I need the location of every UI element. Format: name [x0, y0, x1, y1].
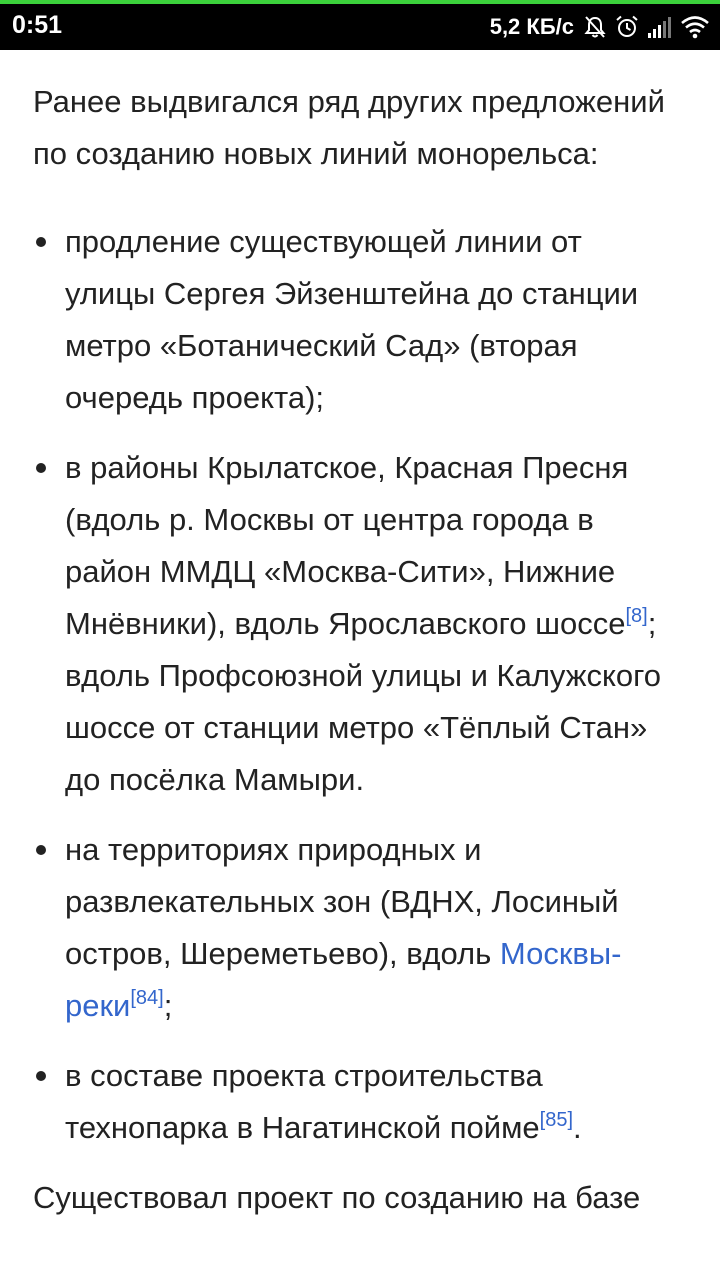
signal-icon [646, 15, 674, 39]
list-item [33, 1050, 673, 1154]
bullet-icon [36, 237, 46, 247]
reference-link[interactable]: [85] [539, 1109, 574, 1131]
outro-paragraph: Существовал проект по созданию на базе [33, 1180, 641, 1215]
reference-8[interactable] [625, 605, 647, 627]
list-item-text: на территориях природных и развлекательных зон (ВДНХ, Лосиный остров, Шереметьево), вдоль [65, 832, 619, 971]
moskva-river-link[interactable]: Москвы-реки [65, 936, 622, 1023]
list-item-text: в составе проекта строительства технопарка в Нагатинской пойме [65, 1058, 543, 1145]
reference-link[interactable]: [8] [625, 605, 648, 627]
status-time: 0:51 [12, 11, 63, 39]
article-content [33, 76, 673, 1224]
list-item [33, 442, 673, 806]
status-bar [0, 0, 720, 50]
alarm-icon [614, 14, 640, 40]
network-speed: 5,2 КБ/с [489, 14, 574, 39]
intro-paragraph: Ранее выдвигался ряд других предложений по созданию новых линий монорельса: [33, 84, 665, 171]
status-icons [490, 10, 710, 44]
list-item [33, 824, 673, 1032]
list-item-text-cont: ; вдоль Профсоюзной улицы и Калужского шоссе от станции метро «Тёплый Стан» до посёлка Мамыри. [65, 606, 662, 797]
list-item [33, 216, 673, 424]
list-item-text-cont: ; [163, 988, 173, 1023]
bullet-icon [36, 1071, 46, 1081]
wifi-icon [680, 15, 710, 39]
bullet-icon [36, 463, 46, 473]
notifications-off-icon [582, 14, 608, 40]
reference-84[interactable] [130, 987, 163, 1009]
list-item-text-cont: . [573, 1110, 582, 1145]
reference-85[interactable] [540, 1109, 573, 1131]
list-item-text: в районы Крылатское, Красная Пресня (вдоль р. Москвы от центра города в район ММДЦ «Москва-Сити», Нижние Мнёвники), вдоль Ярославского шоссе [65, 450, 629, 641]
bullet-icon [36, 845, 46, 855]
reference-link[interactable]: [84] [130, 987, 164, 1009]
proposal-list [33, 216, 673, 1154]
list-item-text: продление существующей линии от улицы Сергея Эйзенштейна до станции метро «Ботанический Сад» (вторая очередь проекта); [65, 224, 639, 415]
